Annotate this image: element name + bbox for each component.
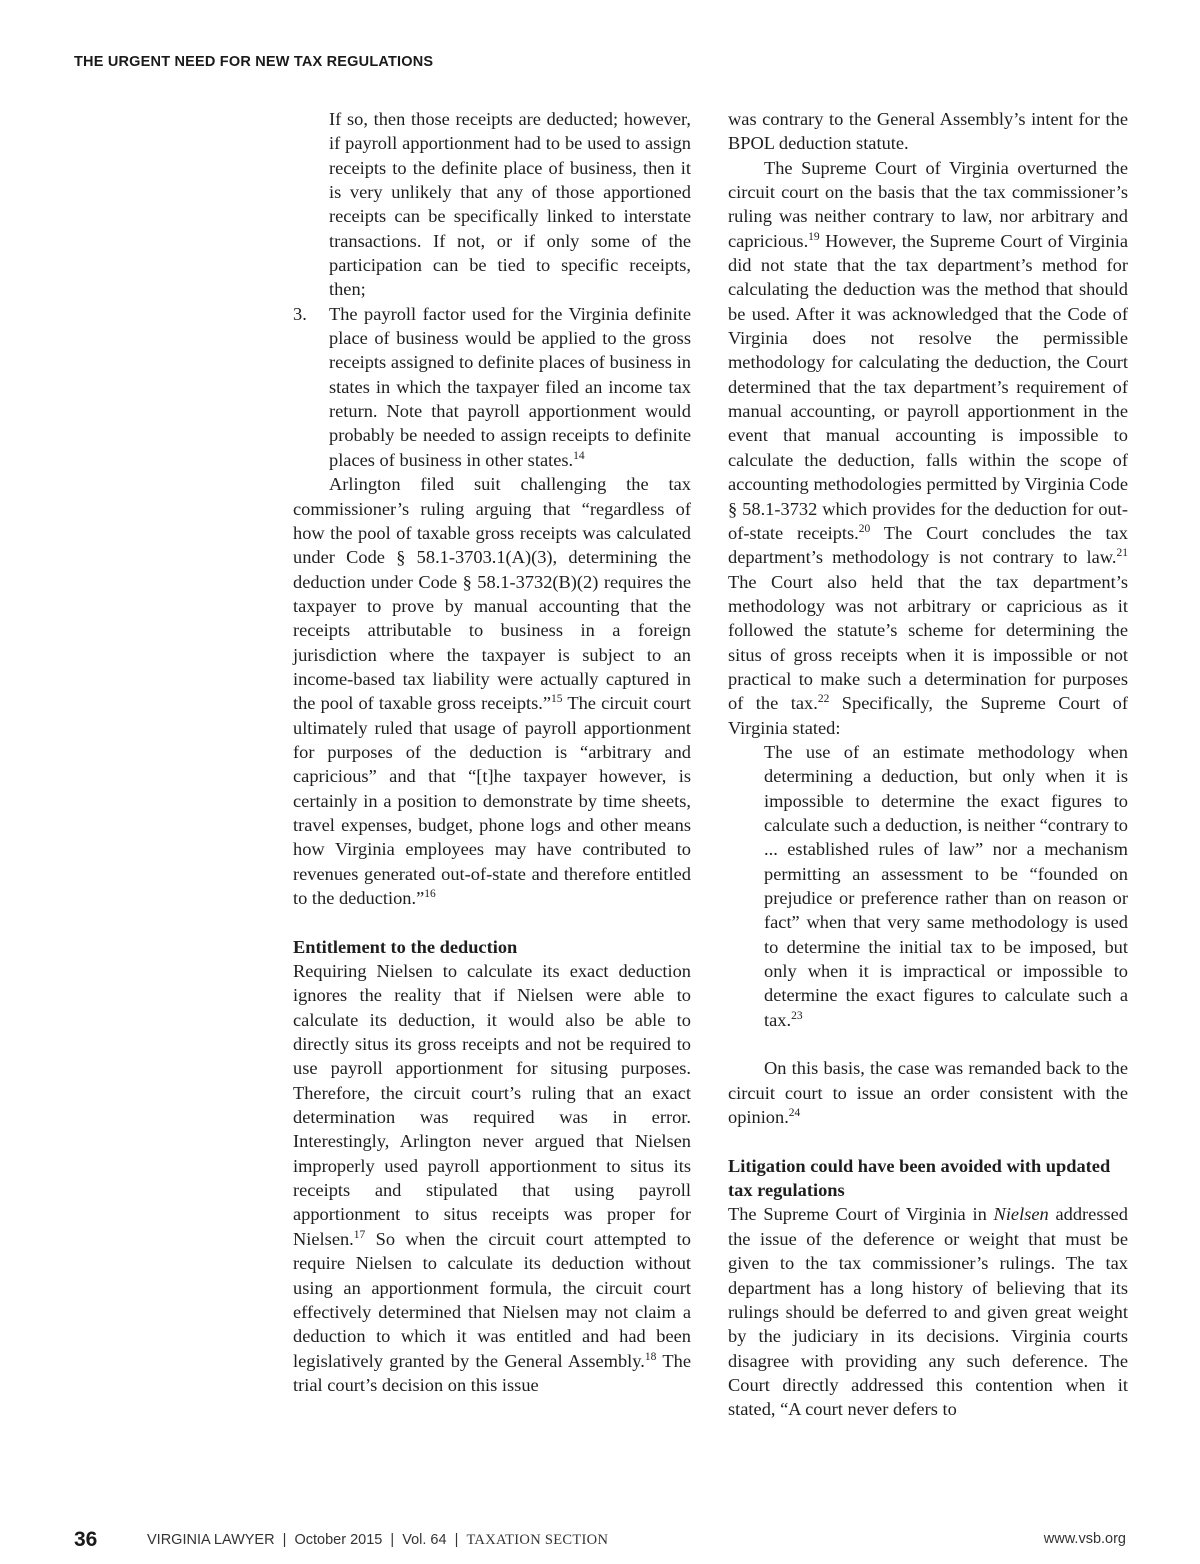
publication-info	[147, 1532, 608, 1549]
text-run: On this basis, the case was remanded back to the circuit court to issue an order consistent with the opinion.	[728, 1058, 1128, 1128]
footnote-ref: 23	[791, 1009, 803, 1022]
spacer	[728, 1129, 1128, 1153]
text-run: The Supreme Court of Virginia overturned the circuit court on the basis that the tax commissioner’s ruling was neither contrary to law, nor arbitrary and capricious.	[728, 157, 1128, 251]
text-run: The trial court’s decision on this issue	[293, 1350, 692, 1395]
text-run: So when the circuit court attempted to require Nielsen to calculate its deduction without using an apportionment formula, the circuit court effectively determined that Nielsen may not claim a deduction to which it was entitled and had been legislatively granted by the General Assembly.	[293, 1228, 691, 1371]
page-footer	[0, 1528, 1200, 1558]
paragraph-arlington	[293, 472, 691, 910]
section-heading-litigation: Litigation could have been avoided with updated tax regulations	[728, 1155, 1111, 1201]
footnote-ref: 17	[353, 1228, 366, 1241]
footnote-ref: 16	[424, 888, 436, 901]
footnote-ref: 22	[817, 693, 830, 706]
website-url: www.vsb.org	[1043, 1531, 1126, 1547]
paragraph-entitlement	[293, 959, 691, 1397]
paragraph-remand	[728, 1056, 1128, 1129]
section-heading-entitlement: Entitlement to the deduction	[293, 936, 518, 957]
text-run: The Supreme Court of Virginia in	[728, 1204, 994, 1225]
text-run: Arlington filed suit challenging the tax commissioner’s ruling arguing that “regardless of how the pool of taxable gross receipts was calculated under Code § 58.1-3703.1(A)(3), determining the deduction under Code § 58.1-3732(B)(2) requires the taxpayer to prove by manual accounting that the receipts attributable to business in a foreign jurisdiction where the taxpayer is subject to an income-based tax liability were actually captured in the pool of taxable gross receipts.”	[293, 474, 691, 714]
running-head: THE URGENT NEED FOR NEW TAX REGULATIONS	[74, 54, 434, 70]
list-continuation: If so, then those receipts are deducted; however, if payroll apportionment had to be used to assign receipts to the definite place of business, then it is very unlikely that any of those apportioned receipts can be specifically linked to interstate transactions. If not, or if only some of the participation can be tied to specific receipts, then;	[329, 109, 691, 300]
case-name: Nielsen	[993, 1204, 1049, 1225]
footnote-ref: 24	[788, 1107, 801, 1120]
footnote-ref: 19	[808, 230, 820, 243]
block-quote	[728, 740, 1128, 1032]
text-run: addressed the issue of the deference or weight that must be given to the tax commissioner’s rulings. The tax department has a long history of believing that its rulings should be deferred to and given great weight by the judiciary in its decisions. Virginia courts disagree with providing any such deference. The Court directly addressed this contention when it stated, “A court never defers to	[728, 1204, 1128, 1420]
page-number: 36	[74, 1528, 98, 1551]
paragraph-litigation	[728, 1202, 1128, 1421]
list-number: 3.	[293, 303, 307, 324]
footnote-ref: 21	[1116, 547, 1128, 560]
footnote-ref: 14	[573, 449, 585, 462]
paragraph-supreme-court	[728, 156, 1128, 740]
text-run: The Court concludes the tax department’s methodology is not contrary to law.	[728, 522, 1129, 568]
list-item-text: The payroll factor used for the Virginia definite place of business would be applied to the gross receipts assigned to definite places of business in states in which the taxpayer filed an income tax return. Note that payroll apportionment would probably be needed to assign receipts to definite places of business in other states.	[329, 303, 691, 470]
text-run: The use of an estimate methodology when determining a deduction, but only when it is impossible to determine the exact figures to calculate such a deduction, is neither “contrary to ... established rules of law” nor a mechanism permitting an assessment to be “founded on prejudice or preference rather than on reason or fact” when that very same methodology is used to determine the initial tax to be imposed, but only when it is impractical or impossible to determine the exact figures to calculate such a tax.	[764, 741, 1128, 1030]
footnote-ref: 15	[551, 693, 563, 706]
text-run: Specifically, the Supreme Court of Virginia stated:	[728, 693, 1128, 738]
text-run: The circuit court ultimately ruled that usage of payroll apportionment for purposes of the deduction is “arbitrary and capricious” and that “[t]he taxpayer however, is certainly in a position to demonstrate by time sheets, travel expenses, budget, phone logs and other means how Virginia employees may have contributed to revenues generated out-of-state and therefore entitled to the deduction.”	[293, 693, 691, 908]
footnote-ref: 20	[858, 522, 871, 535]
right-column	[728, 107, 1128, 1422]
list-item-3	[293, 302, 691, 472]
paragraph-continued: was contrary to the General Assembly’s intent for the BPOL deduction statute.	[728, 109, 1128, 154]
spacer	[728, 1032, 1128, 1056]
section-name: TAXATION SECTION	[466, 1532, 609, 1548]
publication-text: VIRGINIA LAWYER | October 2015 | Vol. 64 |	[147, 1532, 467, 1548]
text-run: The Court also held that the tax department’s methodology was not arbitrary or capricious as it followed the statute’s scheme for determining the situs of gross receipts when it is impossible or not practical to make such a determination for purposes of the tax.	[728, 571, 1128, 714]
footnote-ref: 18	[644, 1350, 657, 1363]
text-run: However, the Supreme Court of Virginia did not state that the tax department’s method for calculating the deduction was the method that should be used. After it was acknowledged that the Code of Virginia does not resolve the permissible methodology for calculating the deduction, the Court determined that the tax department’s requirement of manual accounting, or payroll apportionment in the event that manual accounting is impossible to calculate the deduction, falls within the scope of accounting methodologies permitted by Virginia Code § 58.1-3732 which provides for the deduction for out-of-state receipts.	[728, 230, 1128, 543]
left-column	[293, 107, 691, 1397]
text-run: Requiring Nielsen to calculate its exact deduction ignores the reality that if Nielsen were able to calculate its deduction, it would also be able to directly situs its gross receipts and not be required to use payroll apportionment for situsing purposes. Therefore, the circuit court’s ruling that an exact determination was required was in error. Interestingly, Arlington never argued that Nielsen improperly used payroll apportionment to situs its receipts and stipulated that using payroll apportionment to situs receipts was proper for Nielsen.	[293, 961, 691, 1249]
spacer	[293, 910, 691, 934]
